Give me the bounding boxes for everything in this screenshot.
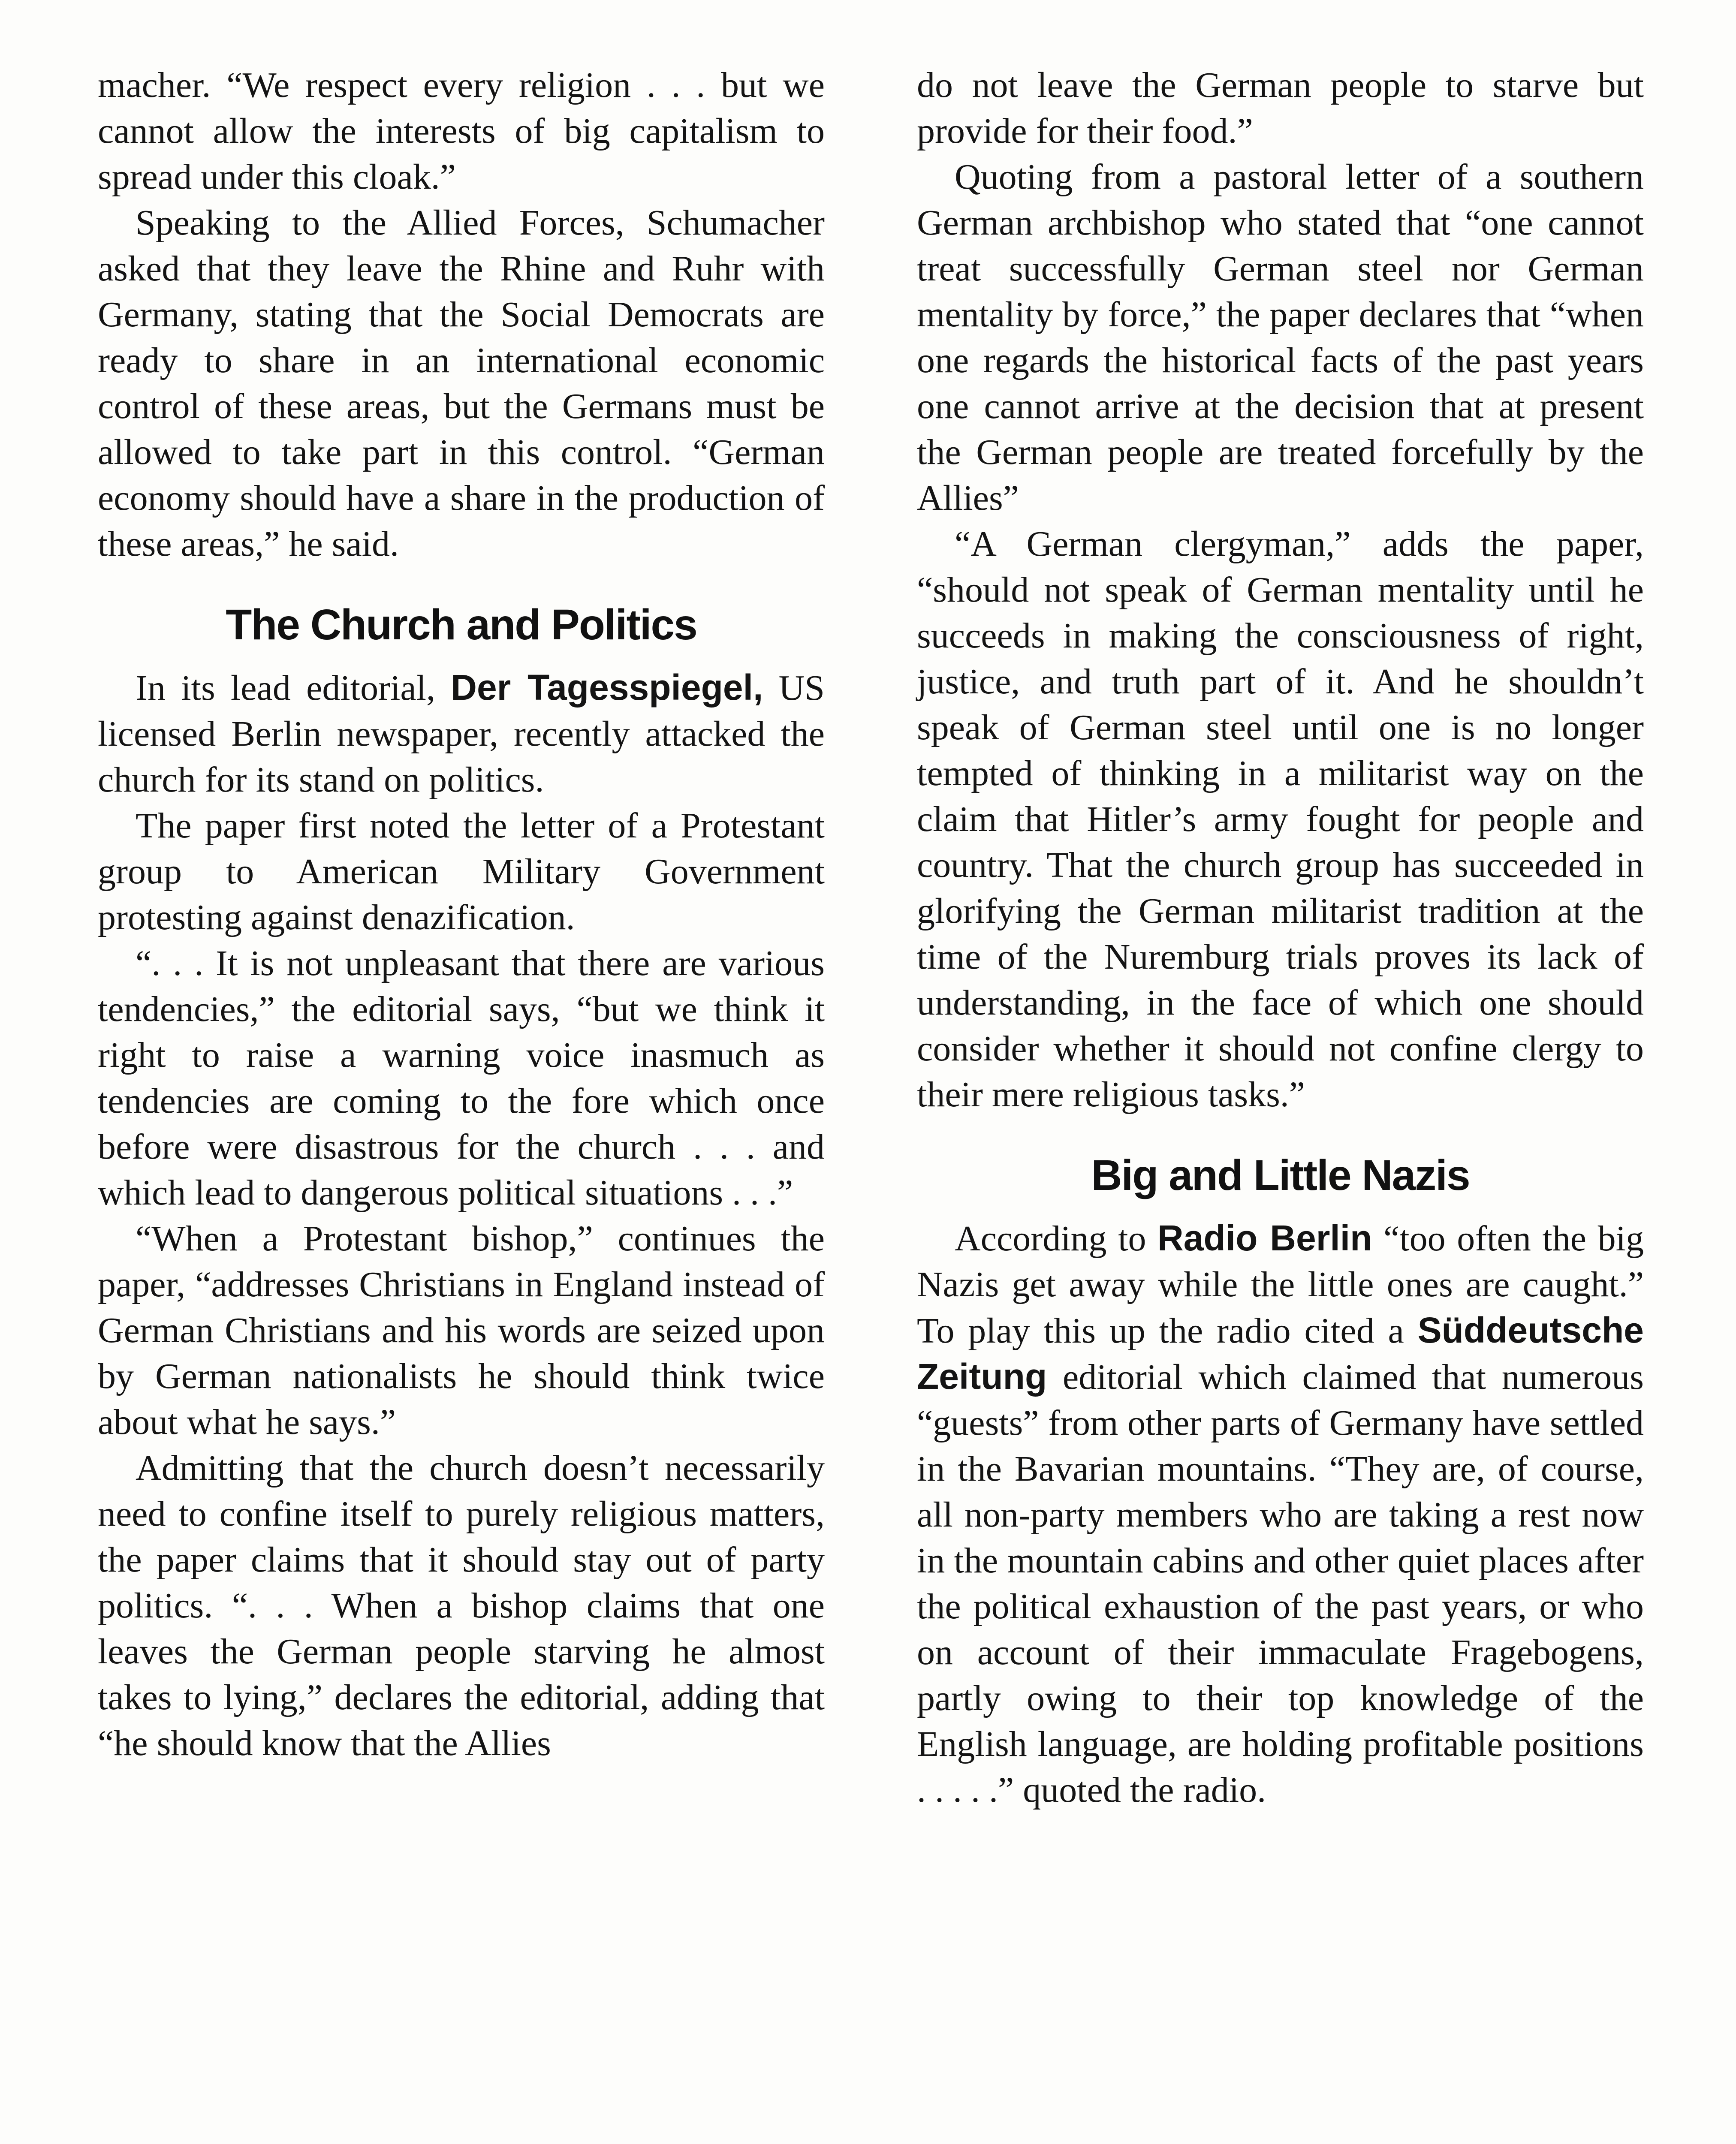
- text-run: “too often the big Nazis get away while the little ones are caught.” To play this up the radio cited a: [917, 1219, 1644, 1351]
- newspaper-name-tagesspiegel: Der Tagesspiegel,: [451, 667, 763, 708]
- heading-church-politics: The Church and Politics: [226, 601, 697, 649]
- paragraph-editorial-quote: “. . . It is not unpleasant that there are various tendencies,” the editorial says, “but we think it right to raise a warning voice inasmuch as tendencies are coming to the fore which once before were disastrous for the church . . . and which lead to dangerous political situations . . .”: [98, 943, 825, 1213]
- paragraph-schumacher-allied: Speaking to the Allied Forces, Schumacher asked that they leave the Rhine and Ruhr with Germany, stating that the Social Democrats are ready to share in an international economic control of these areas, but the Germans must be allowed to take part in this control. “German economy should have a share in the production of these areas,” he said.: [98, 203, 825, 564]
- text-run: According to: [955, 1219, 1158, 1259]
- right-column: [917, 62, 1644, 1813]
- broadcaster-name-radio-berlin: Radio Berlin: [1157, 1218, 1372, 1258]
- text-run: In its lead editorial,: [136, 668, 451, 708]
- text-run: editorial which claimed that numerous “guests” from other parts of Germany have settled in the Bavarian mountains. “They are, of course, all non-party members who are taking a rest now in the mountain cabins and other quiet places after the political exhaustion of the past years, or who on account of their immaculate Fragebogens, partly owing to their top knowledge of the English language, are holding profitable positions . . . . .” quoted the radio.: [917, 1357, 1644, 1810]
- newspaper-name-sueddeutsche: Süddeutsche Zeitung: [917, 1310, 1644, 1397]
- text-run: US licensed Berlin newspaper, recently attacked the church for its stand on politics.: [98, 668, 825, 800]
- paragraph-allies-food: do not leave the German people to starve but provide for their food.”: [917, 65, 1644, 151]
- heading-big-little-nazis: Big and Little Nazis: [1091, 1151, 1470, 1199]
- paragraph-schumacher-quote: macher. “We respect every religion . . . but we cannot allow the interests of big capitalism to spread under this cloak.”: [98, 65, 825, 197]
- paragraph-protestant-bishop: “When a Protestant bishop,” continues the paper, “addresses Christians in England instead of German Christians and his words are seized upon by German nationalists he should think twice about what he says.”: [98, 1219, 825, 1442]
- paragraph-radio-berlin: [917, 1215, 1644, 1813]
- left-column: [98, 62, 825, 1766]
- paragraph-archbishop-letter: Quoting from a pastoral letter of a southern German archbishop who stated that “one cannot treat successfully German steel nor German mentality by force,” the paper declares that “when one regards the historical facts of the past years one cannot arrive at the decision that at present the German people are treated forcefully by the Allies”: [917, 157, 1644, 518]
- paragraph-clergyman: “A German clergyman,” adds the paper, “should not speak of German mentality until he succeeds in making the consciousness of right, justice, and truth part of it. And he shouldn’t speak of German steel until one is no longer tempted of thinking in a militarist way on the claim that Hitler’s army fought for people and country. That the church group has succeeded in glorifying the German militarist tradition at the time of the Nuremburg trials proves its lack of understanding, in the face of which one should consider whether it should not confine clergy to their mere religious tasks.”: [917, 524, 1644, 1114]
- paragraph-party-politics: Admitting that the church doesn’t necessarily need to confine itself to purely religious matters, the paper claims that it should stay out of party politics. “. . . When a bishop claims that one leaves the German people starving he almost takes to lying,” declares the editorial, adding that “he should know that the Allies: [98, 1448, 825, 1763]
- paragraph-protestant-letter: The paper first noted the letter of a Protestant group to American Military Government protesting against denazification.: [98, 806, 825, 937]
- paragraph-tagesspiegel: [98, 665, 825, 803]
